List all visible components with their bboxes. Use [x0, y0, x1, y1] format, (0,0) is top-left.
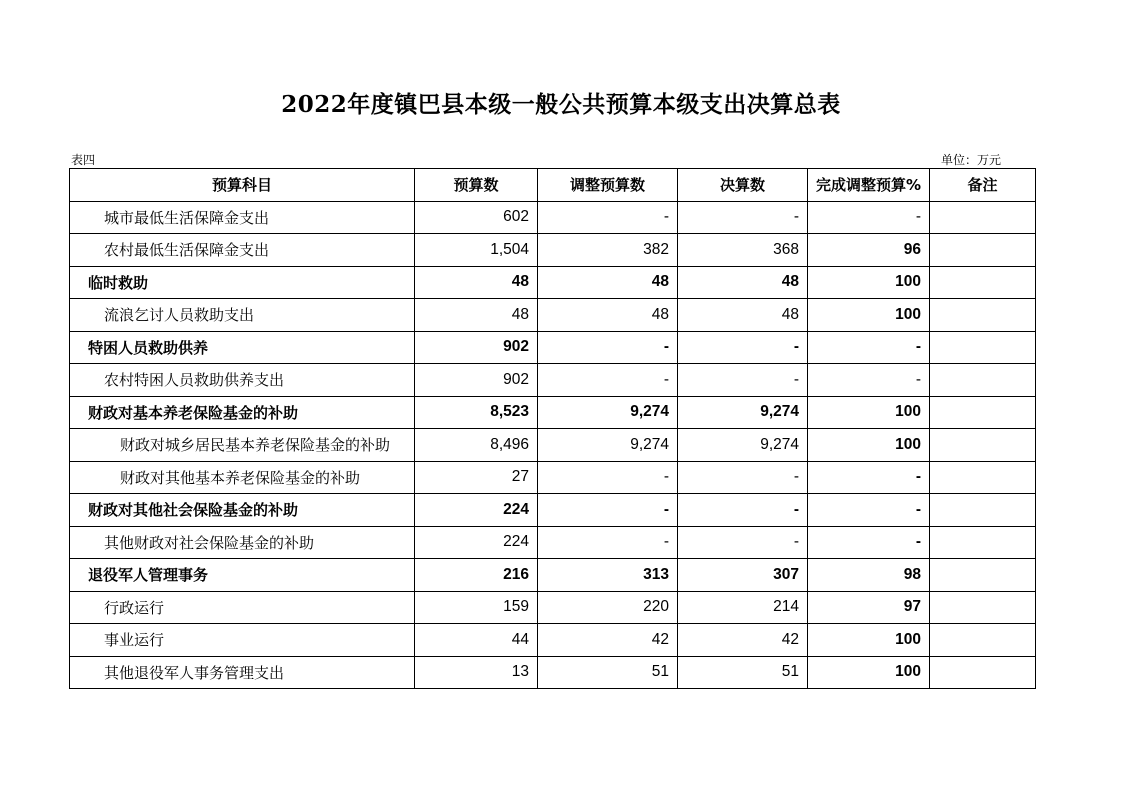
- row-budget: 224: [415, 494, 538, 527]
- row-adjusted: 48: [538, 299, 678, 332]
- table-row: [70, 559, 1036, 592]
- row-subject: 农村特困人员救助供养支出: [70, 364, 415, 397]
- row-pct: -: [808, 331, 930, 364]
- table-row: [70, 624, 1036, 657]
- row-subject: 城市最低生活保障金支出: [70, 201, 415, 234]
- row-adjusted: 220: [538, 591, 678, 624]
- row-final: 214: [678, 591, 808, 624]
- row-subject: 财政对城乡居民基本养老保险基金的补助: [70, 429, 415, 462]
- row-note: [930, 364, 1036, 397]
- table-row: [70, 656, 1036, 689]
- row-note: [930, 396, 1036, 429]
- column-header-subject: 预算科目: [70, 169, 415, 202]
- row-subject: 特困人员救助供养: [70, 331, 415, 364]
- row-adjusted: -: [538, 526, 678, 559]
- row-final: 9,274: [678, 396, 808, 429]
- row-budget: 8,523: [415, 396, 538, 429]
- row-pct: 100: [808, 624, 930, 657]
- row-adjusted: -: [538, 494, 678, 527]
- row-adjusted: -: [538, 461, 678, 494]
- row-pct: -: [808, 364, 930, 397]
- row-note: [930, 266, 1036, 299]
- row-pct: 100: [808, 299, 930, 332]
- row-final: 48: [678, 266, 808, 299]
- row-subject: 财政对其他社会保险基金的补助: [70, 494, 415, 527]
- table-row: [70, 299, 1036, 332]
- unit-label: 单位：万元: [941, 153, 1002, 167]
- row-adjusted: -: [538, 201, 678, 234]
- table-row: [70, 364, 1036, 397]
- table-number: 表四: [71, 153, 96, 167]
- table-row: [70, 494, 1036, 527]
- row-subject: 其他退役军人事务管理支出: [70, 656, 415, 689]
- row-budget: 44: [415, 624, 538, 657]
- row-budget: 902: [415, 364, 538, 397]
- row-note: [930, 331, 1036, 364]
- row-adjusted: 48: [538, 266, 678, 299]
- row-budget: 13: [415, 656, 538, 689]
- row-note: [930, 299, 1036, 332]
- row-budget: 602: [415, 201, 538, 234]
- row-subject: 退役军人管理事务: [70, 559, 415, 592]
- row-subject: 行政运行: [70, 591, 415, 624]
- row-pct: 100: [808, 656, 930, 689]
- row-adjusted: 51: [538, 656, 678, 689]
- row-note: [930, 429, 1036, 462]
- table-row: [70, 396, 1036, 429]
- row-final: -: [678, 494, 808, 527]
- row-subject: 事业运行: [70, 624, 415, 657]
- row-note: [930, 559, 1036, 592]
- row-note: [930, 624, 1036, 657]
- table-row: [70, 234, 1036, 267]
- row-adjusted: -: [538, 331, 678, 364]
- row-pct: 98: [808, 559, 930, 592]
- row-pct: -: [808, 461, 930, 494]
- column-header-completion-pct: 完成调整预算%: [808, 169, 930, 202]
- row-budget: 902: [415, 331, 538, 364]
- page-title: 2022年度镇巴县本级一般公共预算本级支出决算总表: [281, 91, 841, 118]
- row-pct: 100: [808, 396, 930, 429]
- table-row: [70, 526, 1036, 559]
- row-pct: 97: [808, 591, 930, 624]
- row-pct: -: [808, 526, 930, 559]
- row-pct: 100: [808, 429, 930, 462]
- row-subject: 财政对其他基本养老保险基金的补助: [70, 461, 415, 494]
- row-subject: 财政对基本养老保险基金的补助: [70, 396, 415, 429]
- row-budget: 48: [415, 299, 538, 332]
- row-final: 307: [678, 559, 808, 592]
- table-row: [70, 429, 1036, 462]
- row-subject: 农村最低生活保障金支出: [70, 234, 415, 267]
- table-row: [70, 331, 1036, 364]
- row-adjusted: 382: [538, 234, 678, 267]
- table-header-row: [70, 169, 1036, 202]
- row-final: 9,274: [678, 429, 808, 462]
- row-final: -: [678, 461, 808, 494]
- column-header-note: 备注: [930, 169, 1036, 202]
- row-final: -: [678, 364, 808, 397]
- row-note: [930, 526, 1036, 559]
- row-budget: 27: [415, 461, 538, 494]
- column-header-adjusted-budget: 调整预算数: [538, 169, 678, 202]
- row-adjusted: 313: [538, 559, 678, 592]
- row-note: [930, 461, 1036, 494]
- table-row: [70, 461, 1036, 494]
- row-budget: 159: [415, 591, 538, 624]
- row-subject: 临时救助: [70, 266, 415, 299]
- budget-table: [69, 168, 1036, 689]
- row-final: 51: [678, 656, 808, 689]
- row-budget: 216: [415, 559, 538, 592]
- row-pct: 100: [808, 266, 930, 299]
- row-budget: 224: [415, 526, 538, 559]
- row-final: -: [678, 526, 808, 559]
- row-note: [930, 656, 1036, 689]
- row-adjusted: 42: [538, 624, 678, 657]
- row-note: [930, 591, 1036, 624]
- row-subject: 其他财政对社会保险基金的补助: [70, 526, 415, 559]
- row-budget: 8,496: [415, 429, 538, 462]
- table-row: [70, 591, 1036, 624]
- row-pct: 96: [808, 234, 930, 267]
- column-header-final: 决算数: [678, 169, 808, 202]
- row-note: [930, 201, 1036, 234]
- row-final: 368: [678, 234, 808, 267]
- row-budget: 1,504: [415, 234, 538, 267]
- row-final: -: [678, 201, 808, 234]
- row-pct: -: [808, 494, 930, 527]
- row-final: 48: [678, 299, 808, 332]
- row-subject: 流浪乞讨人员救助支出: [70, 299, 415, 332]
- row-adjusted: -: [538, 364, 678, 397]
- row-pct: -: [808, 201, 930, 234]
- row-final: -: [678, 331, 808, 364]
- row-adjusted: 9,274: [538, 396, 678, 429]
- column-header-budget: 预算数: [415, 169, 538, 202]
- row-note: [930, 494, 1036, 527]
- row-budget: 48: [415, 266, 538, 299]
- table-row: [70, 201, 1036, 234]
- row-final: 42: [678, 624, 808, 657]
- row-adjusted: 9,274: [538, 429, 678, 462]
- table-row: [70, 266, 1036, 299]
- row-note: [930, 234, 1036, 267]
